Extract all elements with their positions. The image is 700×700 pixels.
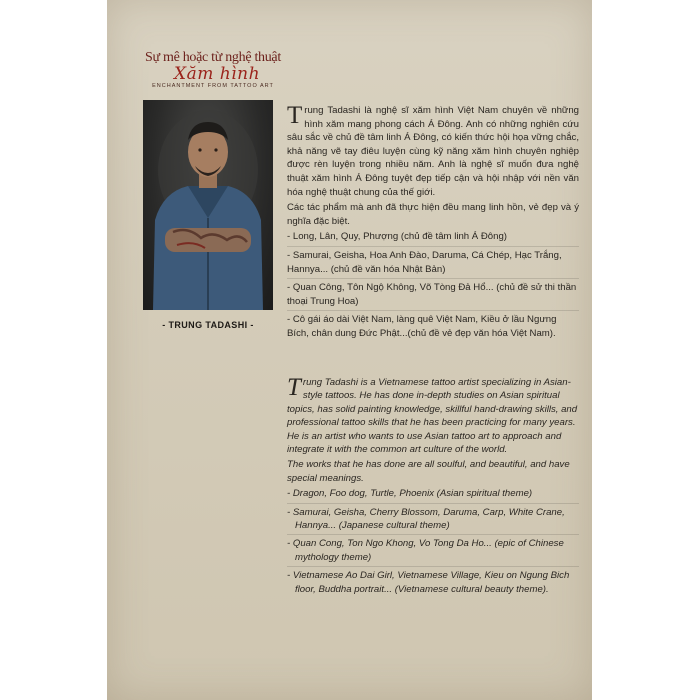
english-text: [287, 376, 579, 600]
vi-work-item: - Long, Lân, Quy, Phượng (chủ đề tâm linh Á Đông): [287, 230, 579, 247]
vi-drop-cap: T: [287, 102, 303, 129]
en-works-intro: The works that he has done are all soulful, and beautiful, and have special meanings.: [287, 459, 570, 484]
en-drop-cap: T: [287, 374, 301, 401]
artist-photo: [143, 100, 273, 310]
vi-works-list: [287, 230, 579, 342]
artist-caption: - TRUNG TADASHI -: [162, 320, 254, 330]
vi-intro-text: rung Tadashi là nghệ sĩ xăm hình Việt Nam chuyên về những hình xăm mang phong cách Á Đông. Anh có những nghiên cứu sâu sắc về chủ đề tâm linh Á Đông, có kiến thức hội họa vững chắc, khả năng vẽ tay điêu luyện cùng kỹ năng xăm hình chuyên nghiệp được rèn luyện trong nhiều năm. Anh là nghệ sĩ muốn đưa nghệ thuật xăm hình Á Đông tuyệt đẹp tiếp cận và hội nhập với nền văn hóa nghệ thuật chung của thế giới.: [287, 105, 579, 198]
vi-intro-paragraph: [287, 104, 579, 199]
en-intro-text: rung Tadashi is a Vietnamese tattoo artist specializing in Asian-style tattoos. He has done in-depth studies on Asian spiritual topics, has solid painting knowledge, skillful hand-drawing skills, and professional tattoo skills that he has been practicing for many years. He is an artist who wants to use Asian tattoo art to approach and integrate it with the common art culture of the world.: [287, 377, 578, 456]
book-title: [143, 50, 283, 89]
vi-work-item: - Samurai, Geisha, Hoa Anh Đào, Daruma, Cá Chép, Hạc Trắng, Hannya... (chủ đề văn hóa Nhật Bản): [287, 249, 579, 279]
vi-works-intro: Các tác phẩm mà anh đã thực hiện đều mang linh hồn, vẻ đẹp và ý nghĩa đặc biệt.: [287, 202, 579, 227]
en-works-list: [287, 487, 579, 598]
en-work-item: - Samurai, Geisha, Cherry Blossom, Daruma, Carp, White Crane, Hannya... (Japanese cultural theme): [287, 506, 579, 536]
en-work-item: - Quan Cong, Ton Ngo Khong, Vo Tong Da Ho... (epic of Chinese mythology theme): [287, 537, 579, 567]
vietnamese-text: [287, 104, 579, 345]
vi-work-item: - Quan Công, Tôn Ngộ Không, Võ Tòng Đả Hổ... (chủ đề sử thi thần thoại Trung Hoa): [287, 281, 579, 311]
vi-work-item: - Cô gái áo dài Việt Nam, làng quê Việt Nam, Kiều ở lầu Ngưng Bích, chân dung Đức Phật...(chủ đề vẻ đẹp văn hóa Việt Nam).: [287, 314, 557, 339]
title-english: ENCHANTMENT FROM TATTOO ART: [152, 83, 274, 89]
title-line-2: Xăm hình: [173, 64, 261, 84]
en-intro-paragraph: [287, 376, 579, 456]
title-line-1: Sự mê hoặc từ nghệ thuật: [145, 50, 281, 65]
en-work-item: - Vietnamese Ao Dai Girl, Vietnamese Village, Kieu on Ngung Bich floor, Buddha portrait... (Vietnamese cultural beauty theme).: [287, 570, 570, 595]
en-work-item: - Dragon, Foo dog, Turtle, Phoenix (Asian spiritual theme): [287, 487, 579, 503]
